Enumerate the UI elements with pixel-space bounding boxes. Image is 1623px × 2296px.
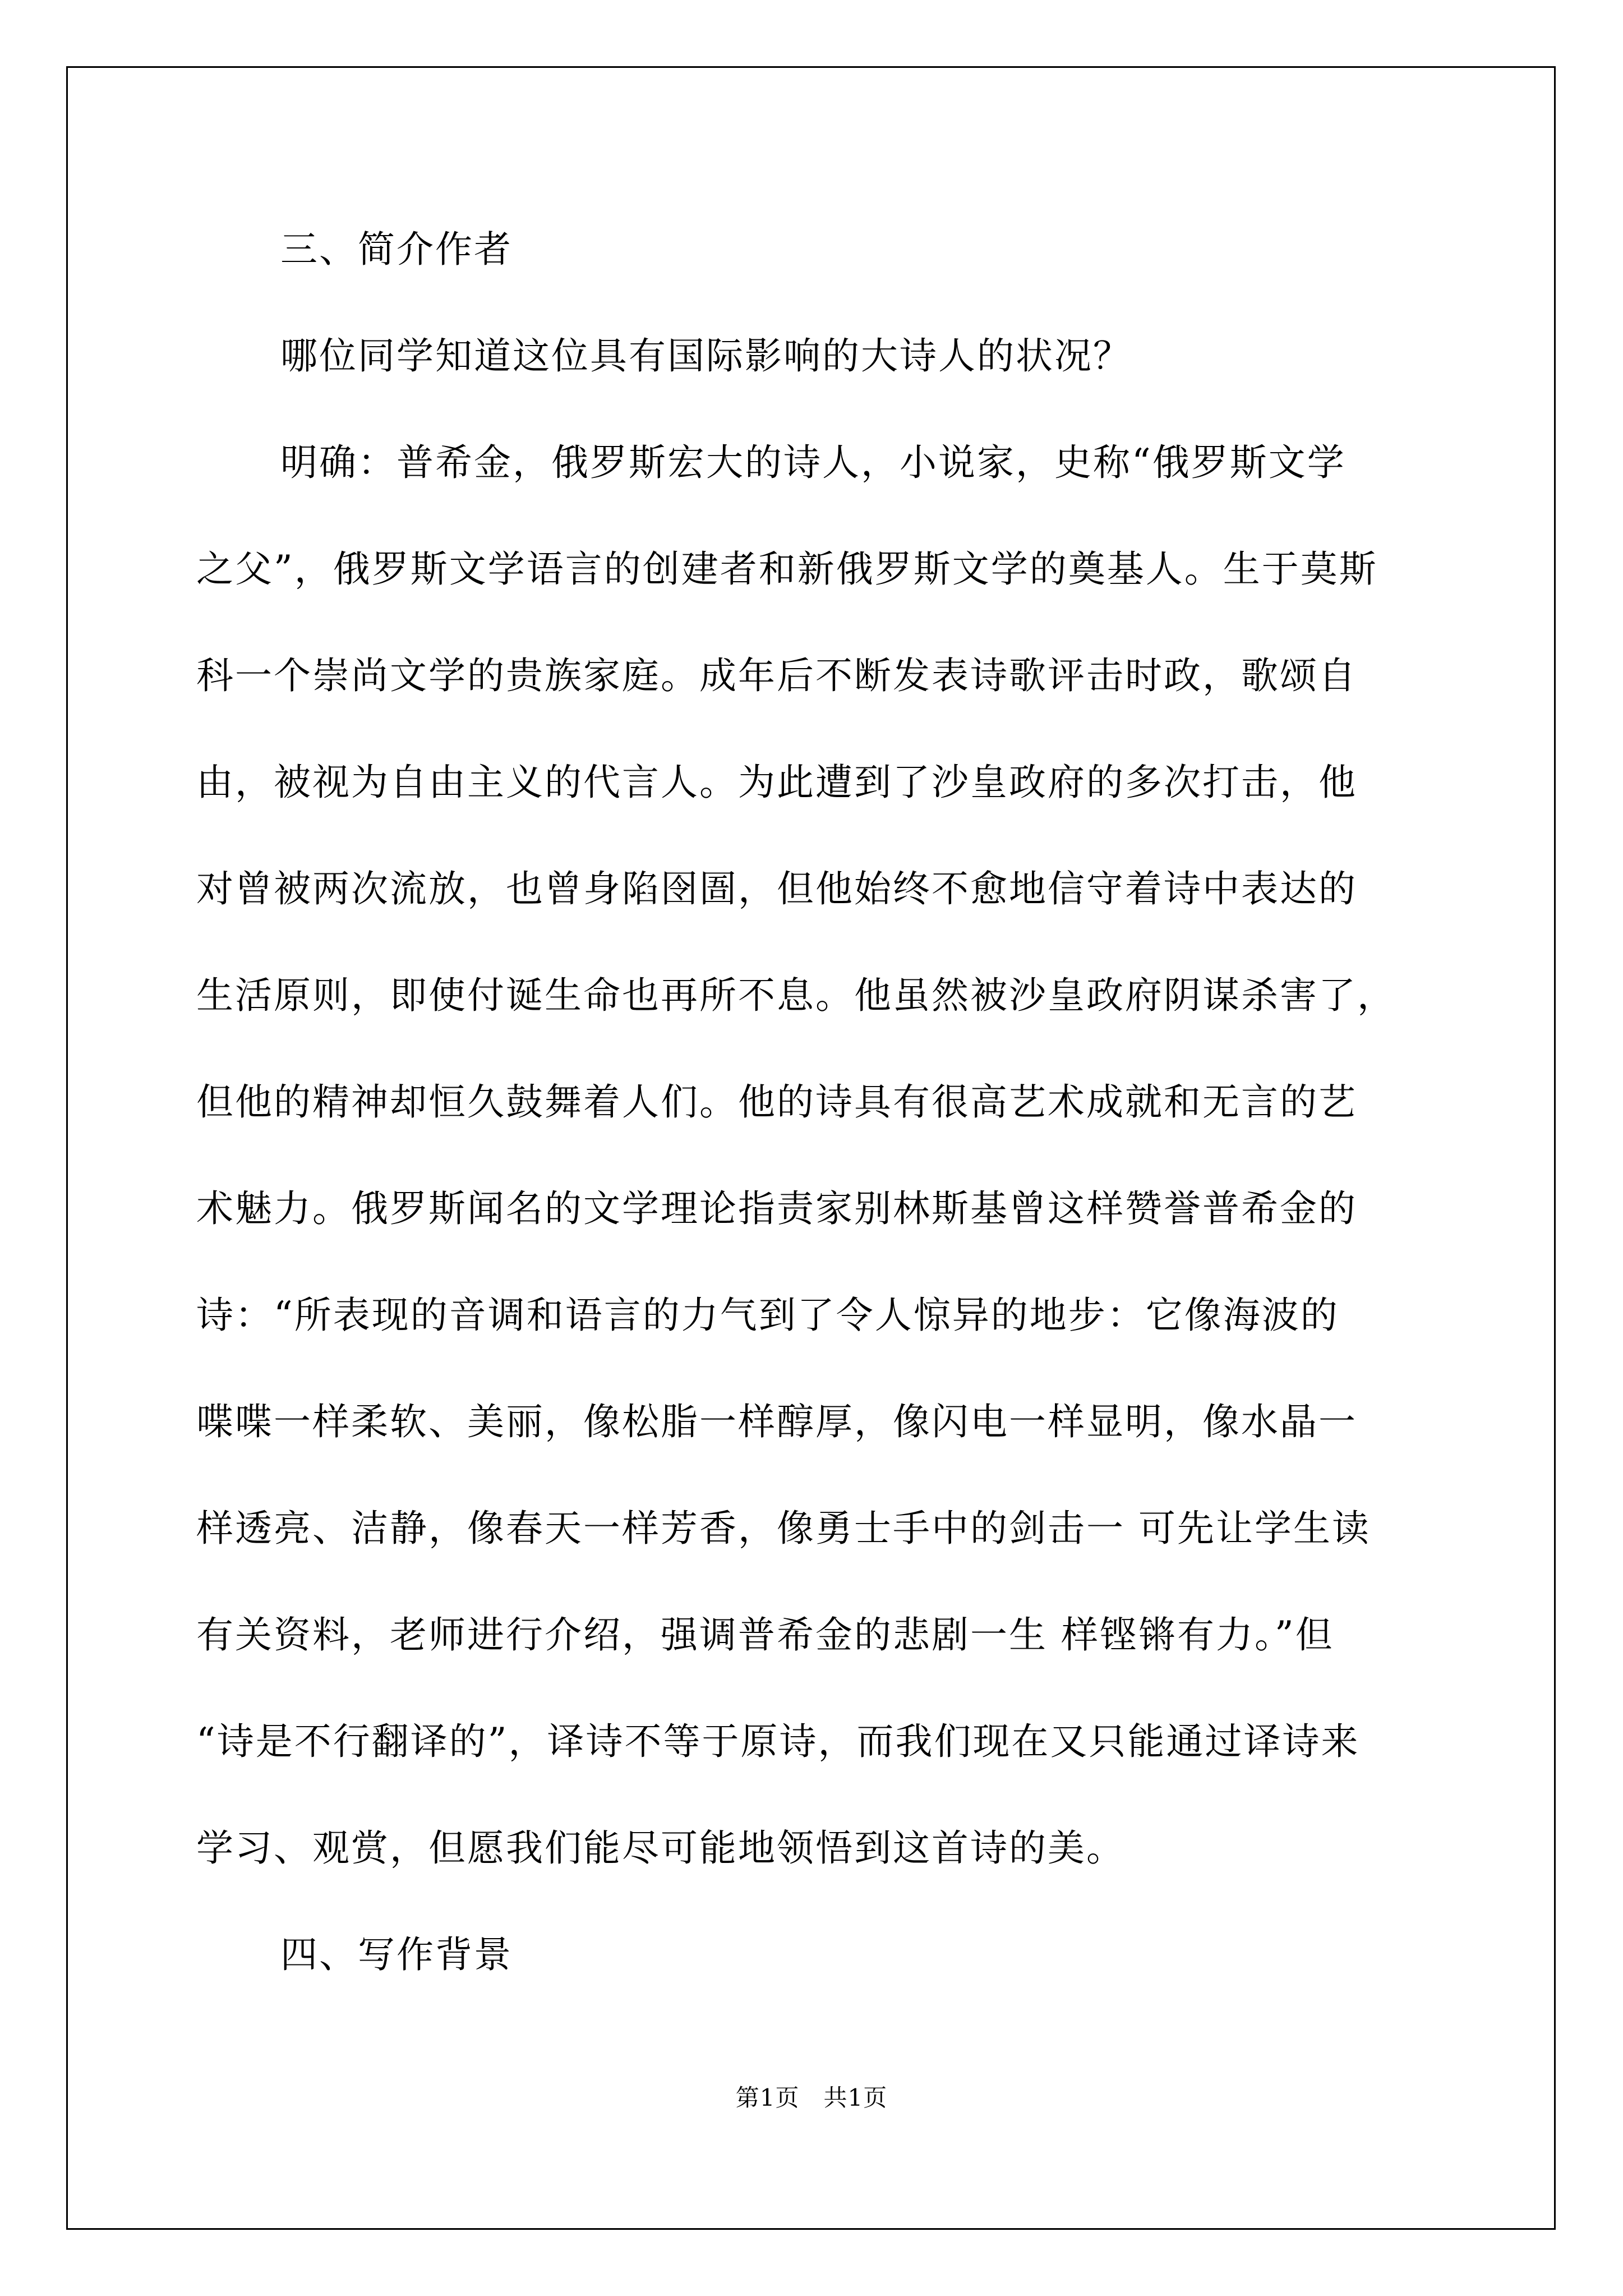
body-line: 由，被视为自由主义的代言人。为此遭到了沙皇政府的多次打击，他 [196, 761, 1357, 804]
section-heading-author: 三、简介作者 [280, 228, 513, 271]
body-line: 诗：“所表现的音调和语言的力气到了令人惊异的地步：它像海波的 [196, 1294, 1339, 1337]
body-line: 样透亮、洁静，像春天一样芳香，像勇士手中的剑击一 可先让学生读 [196, 1507, 1371, 1550]
body-line: 对曾被两次流放，也曾身陷囹圄，但他始终不愈地信守着诗中表达的 [196, 867, 1357, 910]
body-line: 有关资料，老师进行介绍，强调普希金的悲剧一生 样铿锵有力。”但 [196, 1613, 1334, 1657]
section-heading-background: 四、写作背景 [280, 1933, 513, 1976]
page-number-footer: 第1页 共1页 [735, 2084, 888, 2111]
body-line: 喋喋一样柔软、美丽，像松脂一样醇厚，像闪电一样显明，像水晶一 [196, 1400, 1357, 1443]
body-line: 但他的精神却恒久鼓舞着人们。他的诗具有很高艺术成就和无言的艺 [196, 1080, 1357, 1124]
question-paragraph: 哪位同学知道这位具有国际影响的大诗人的状况？ [280, 334, 1132, 378]
body-line: 生活原则，即使付诞生命也再所不息。他虽然被沙皇政府阴谋杀害了， [196, 974, 1396, 1017]
body-line: 科一个崇尚文学的贵族家庭。成年后不断发表诗歌评击时政，歌颂自 [196, 654, 1357, 697]
body-line: 明确：普希金，俄罗斯宏大的诗人，小说家，史称“俄罗斯文学 [280, 441, 1346, 484]
body-line: 术魅力。俄罗斯闻名的文学理论指责家别林斯基曾这样赞誉普希金的 [196, 1187, 1357, 1230]
body-line: 之父”，俄罗斯文学语言的创建者和新俄罗斯文学的奠基人。生于莫斯 [196, 547, 1378, 591]
page-border [66, 66, 1556, 2230]
body-line: “诗是不行翻译的”，译诗不等于原诗，而我们现在又只能通过译诗来 [196, 1720, 1360, 1763]
body-line: 学习、观赏，但愿我们能尽可能地领悟到这首诗的美。 [196, 1826, 1125, 1870]
